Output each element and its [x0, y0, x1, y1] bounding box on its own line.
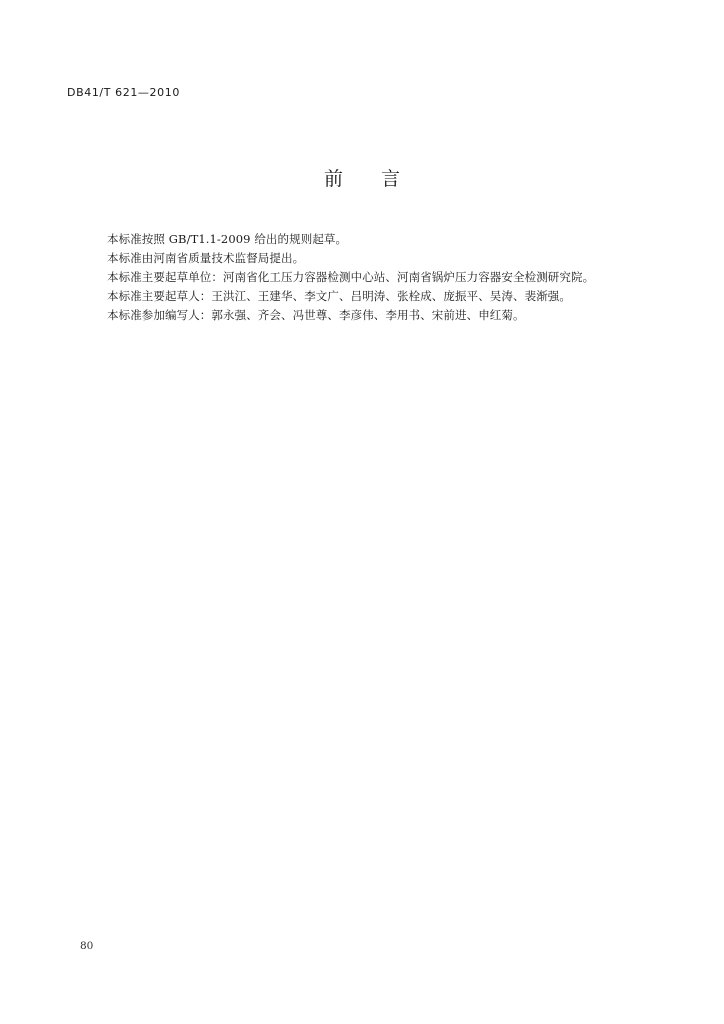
foreword-title-char-2: 言	[381, 168, 401, 190]
paragraph-proposer: 本标准由河南省质量技术监督局提出。	[107, 251, 305, 265]
paragraph-main-drafters: 本标准主要起草人：王洪江、王建华、李文广、吕明涛、张栓成、庞振平、吴涛、裴渐强。	[107, 289, 571, 303]
document-code-header: DB41/T 621—2010	[67, 86, 180, 99]
paragraph-drafting-units: 本标准主要起草单位：河南省化工压力容器检测中心站、河南省锅炉压力容器安全检测研究院。	[107, 270, 595, 284]
paragraph-contributors: 本标准参加编写人：郭永强、齐会、冯世尊、李彦伟、李用书、宋前进、申红菊。	[107, 308, 525, 322]
foreword-title-char-1: 前	[323, 168, 343, 190]
page-number: 80	[80, 940, 94, 952]
foreword-body	[107, 230, 667, 325]
foreword-title	[0, 164, 724, 191]
paragraph-drafting-rules: 本标准按照 GB/T1.1-2009 给出的规则起草。	[107, 232, 348, 246]
